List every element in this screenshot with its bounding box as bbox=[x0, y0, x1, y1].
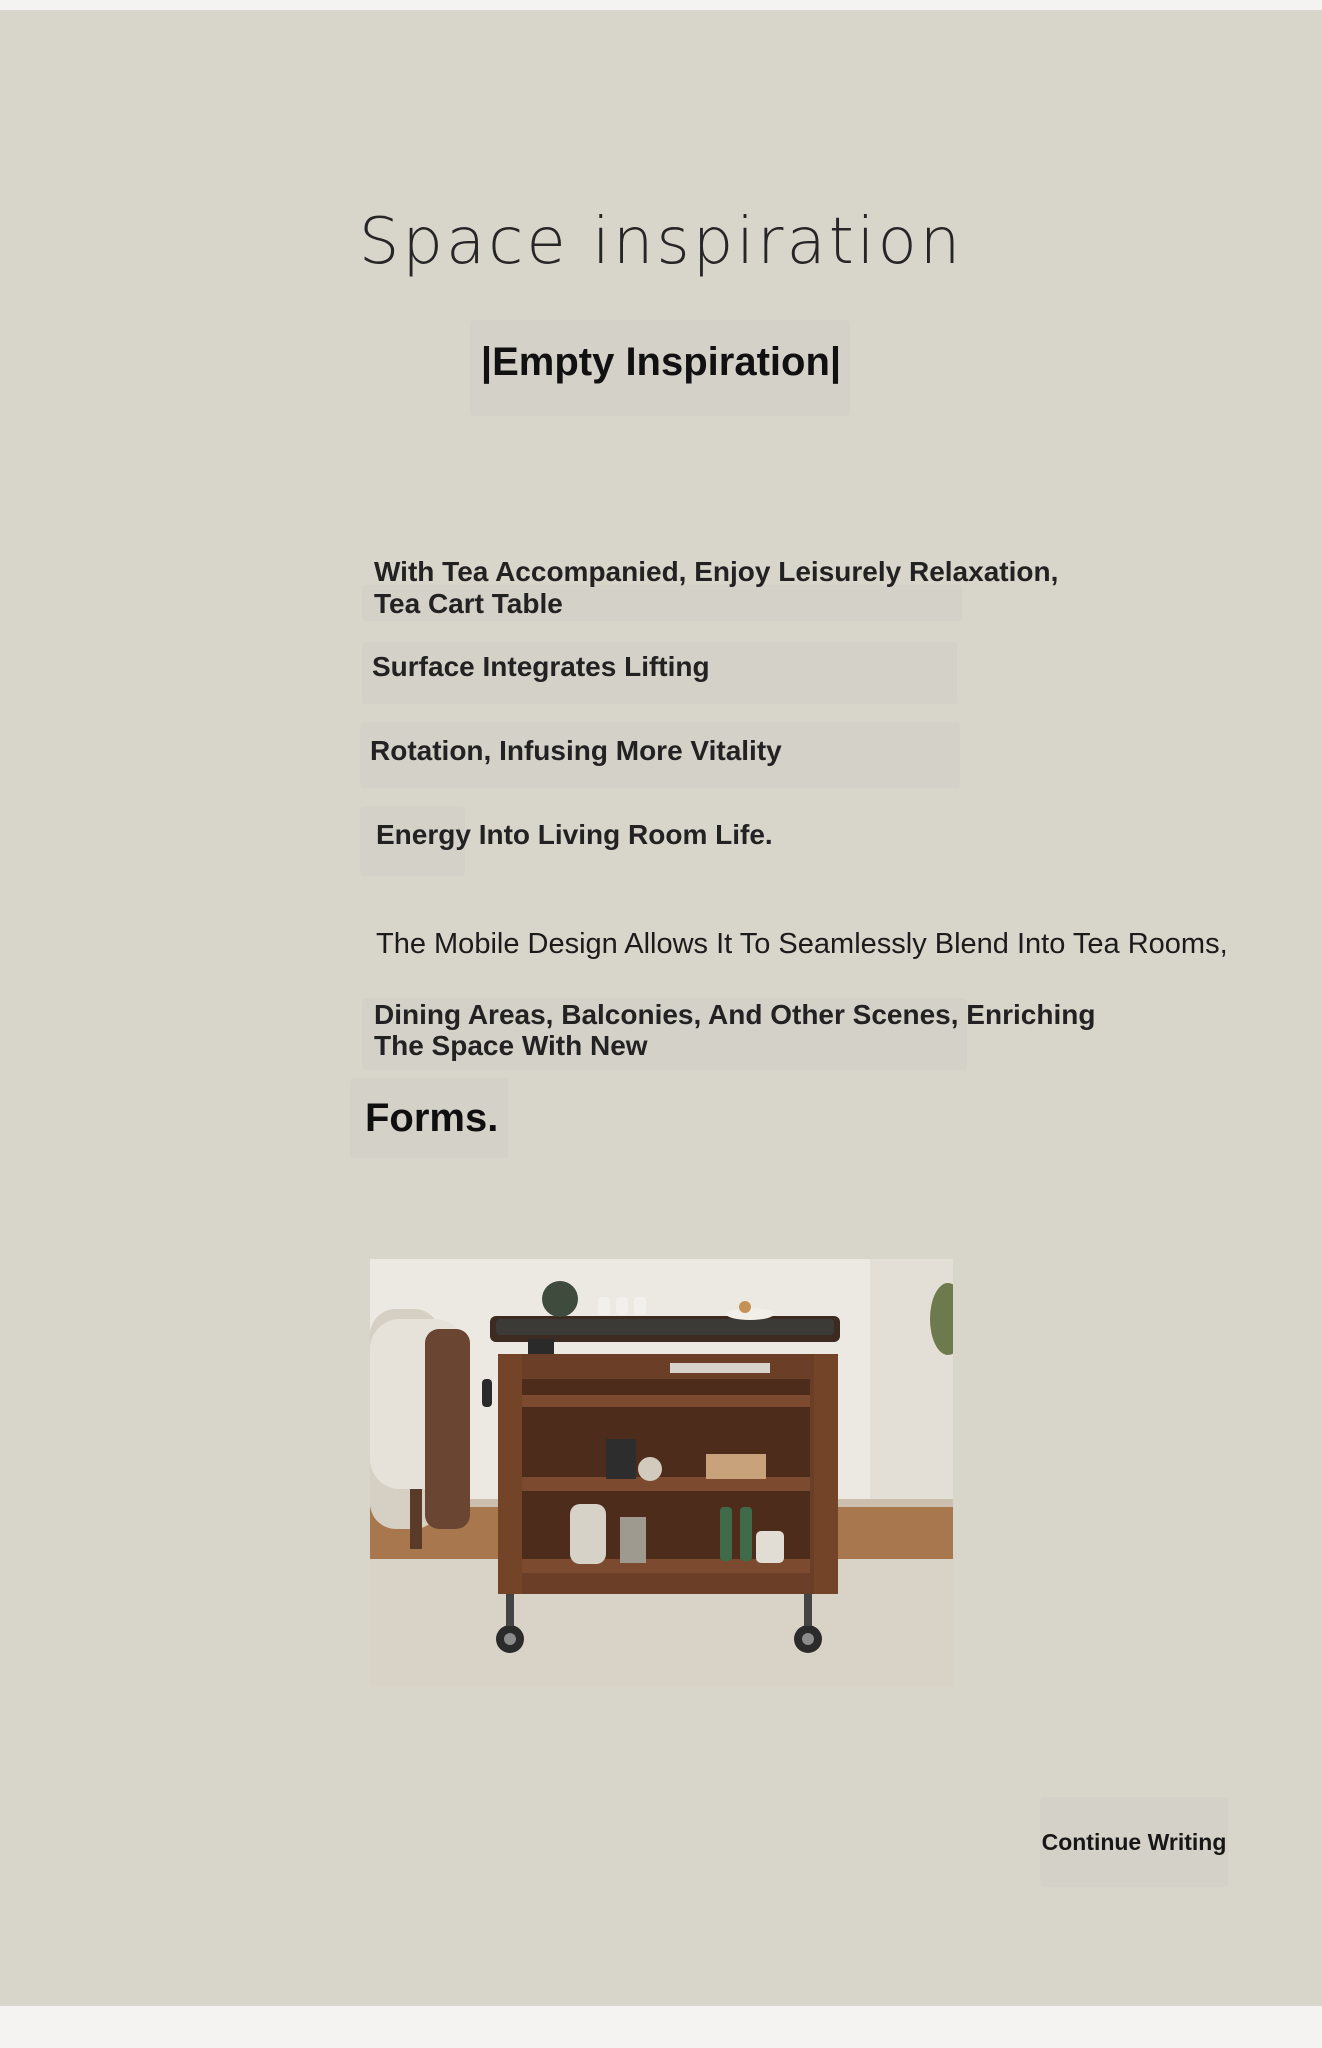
page-bottom-edge bbox=[0, 2006, 1322, 2048]
continue-writing-button[interactable]: Continue Writing bbox=[1040, 1797, 1228, 1887]
tea-cart-illustration bbox=[370, 1259, 953, 1687]
article-line-5: Energy Into Living Room Life. bbox=[376, 819, 773, 850]
page-title: Space inspiration bbox=[358, 205, 964, 279]
article-line-6: The Mobile Design Allows It To Seamlessly Blend Into Tea Rooms, bbox=[376, 928, 1228, 960]
article-line-1: With Tea Accompanied, Enjoy Leisurely Relaxation, bbox=[374, 556, 1059, 587]
product-photo bbox=[370, 1259, 953, 1687]
article-line-8: The Space With New bbox=[374, 1030, 648, 1061]
article-line-7: Dining Areas, Balconies, And Other Scenes, Enriching bbox=[374, 999, 1096, 1030]
article-line-2: Tea Cart Table bbox=[374, 588, 563, 619]
article-line-3: Surface Integrates Lifting bbox=[372, 651, 710, 682]
article-line-4: Rotation, Infusing More Vitality bbox=[370, 735, 782, 766]
subheading: |Empty Inspiration| bbox=[480, 340, 842, 384]
article-line-9: Forms. bbox=[365, 1096, 499, 1140]
